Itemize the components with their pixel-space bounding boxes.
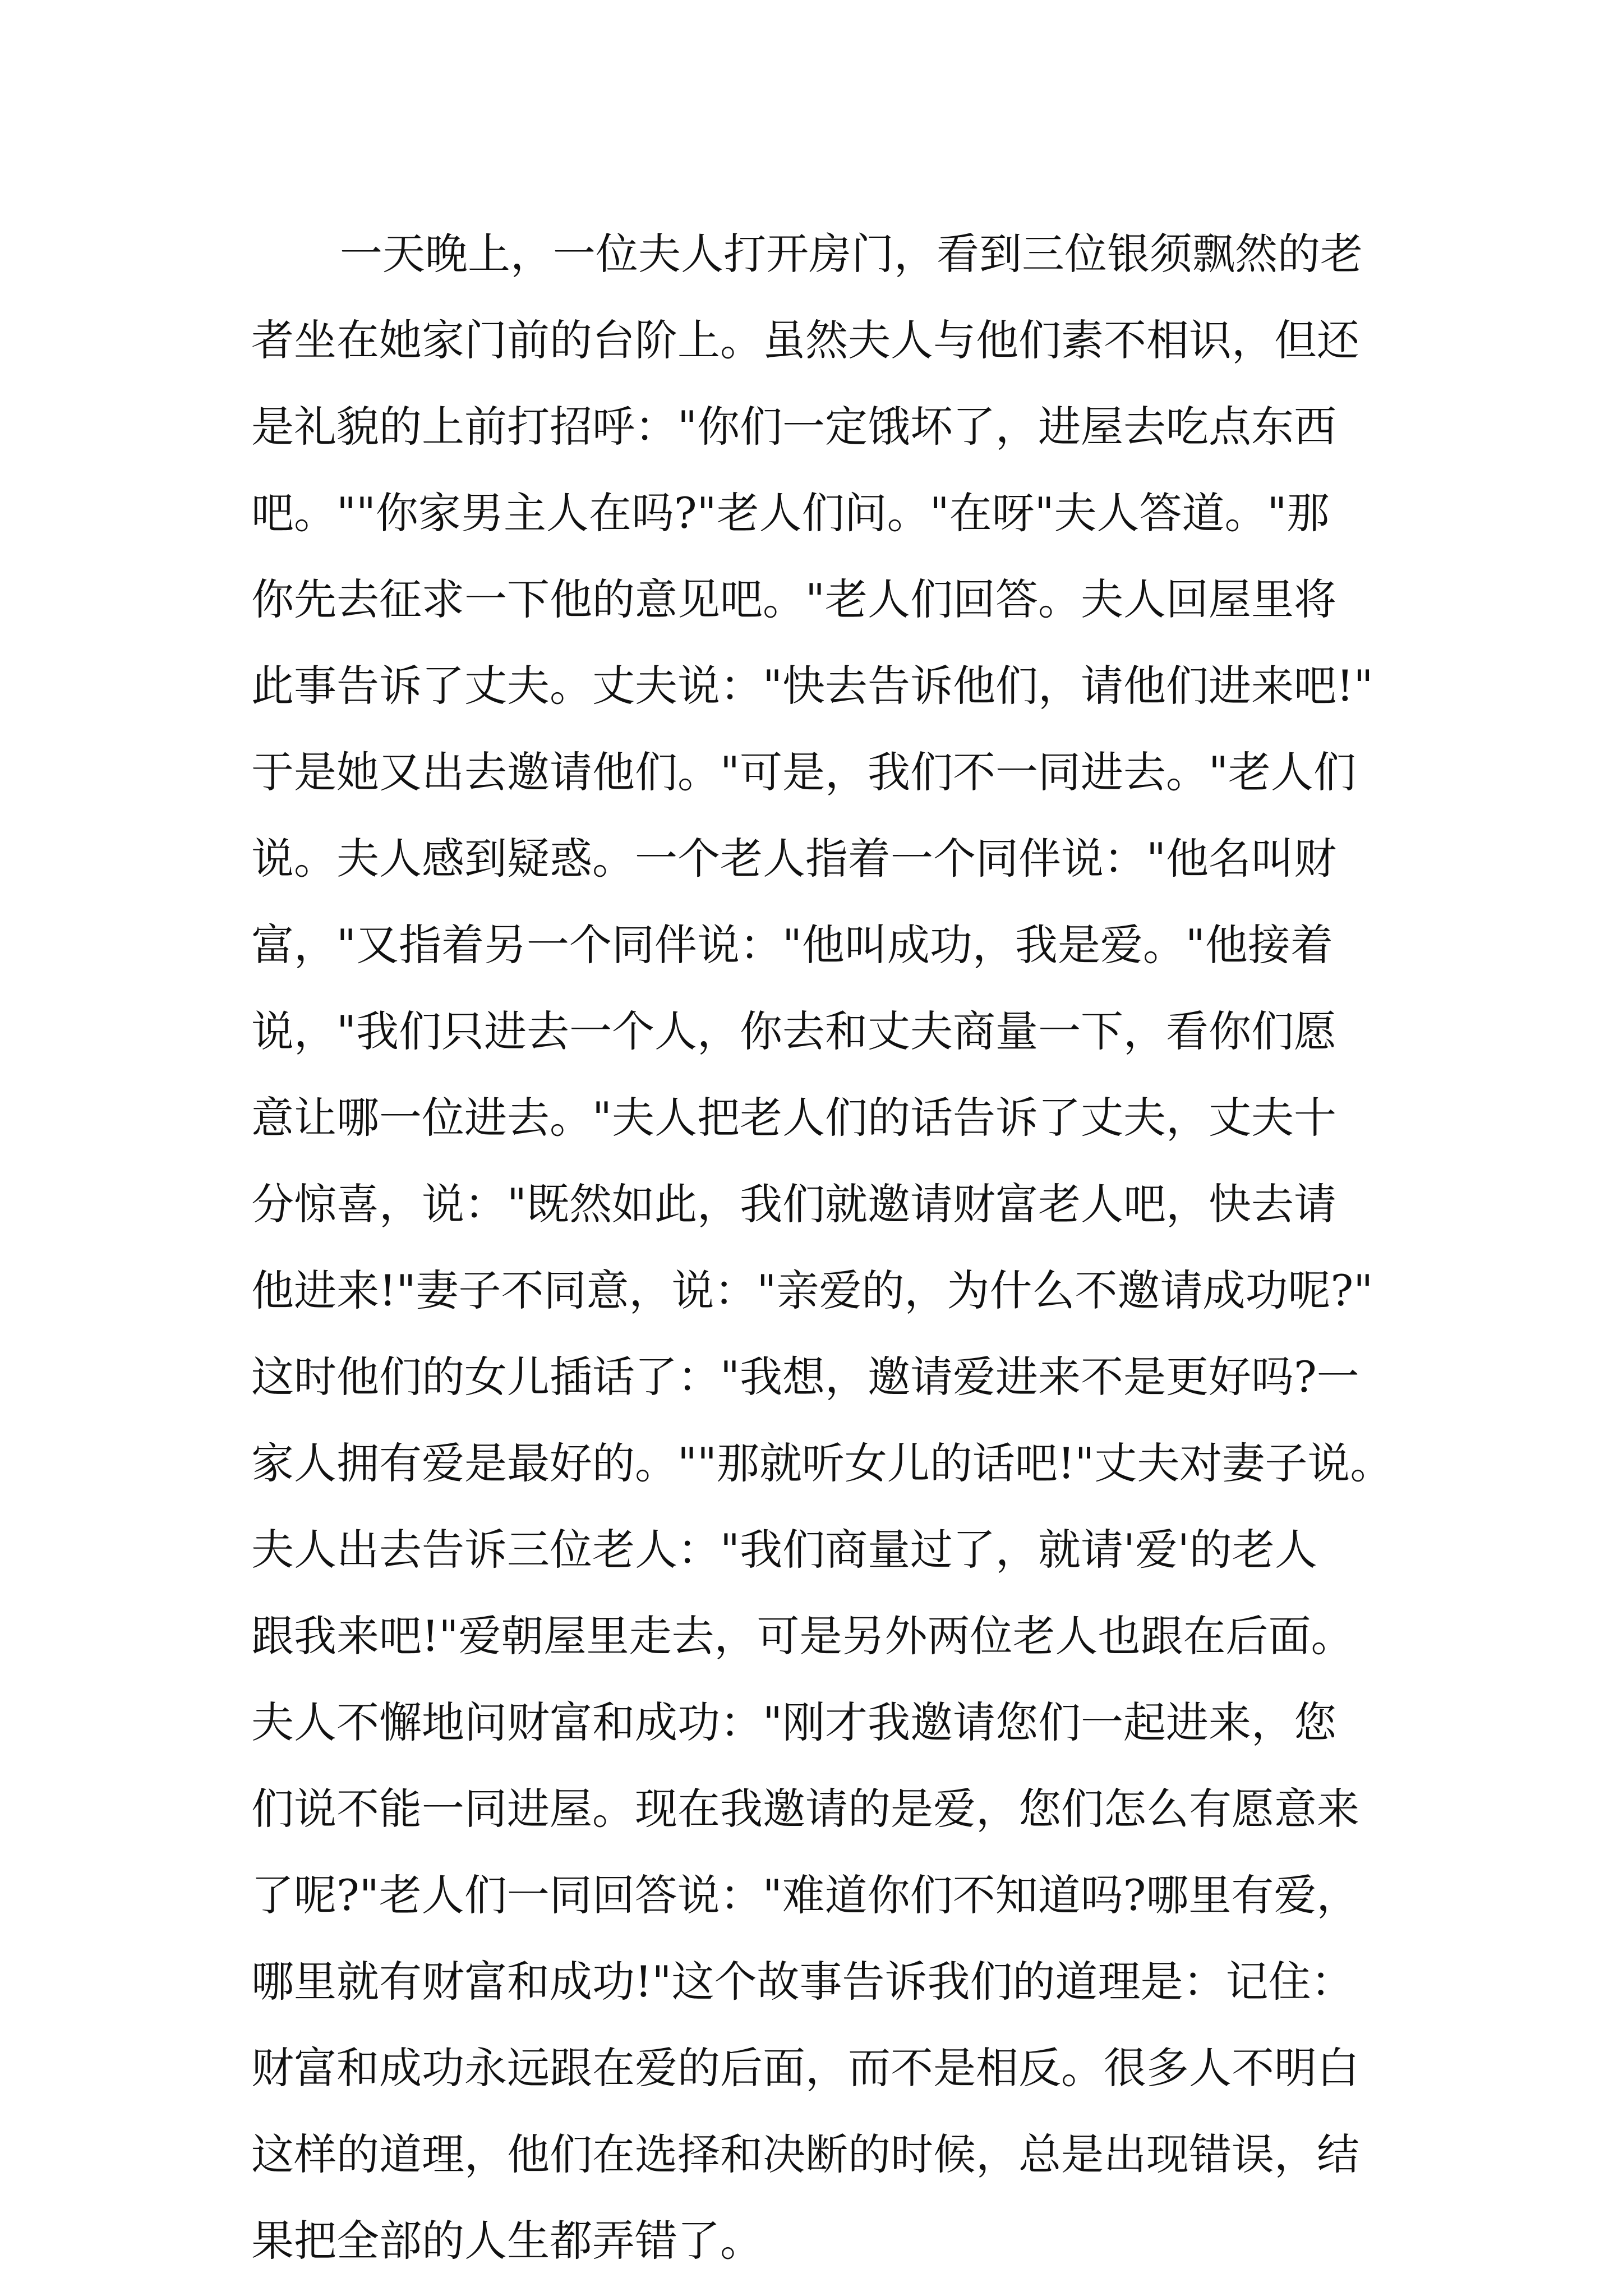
paragraph-line: 是礼貌的上前打招呼："你们一定饿坏了，进屋去吃点东西 — [251, 402, 1336, 452]
paragraph-line: 了呢?"老人们一同回答说："难道你们不知道吗?哪里有爱， — [251, 1870, 1359, 1920]
paragraph-line: 这时他们的女儿插话了："我想，邀请爱进来不是更好吗?一 — [251, 1352, 1359, 1402]
paragraph-line: 此事告诉了丈夫。丈夫说："快去告诉他们，请他们进来吧!" — [251, 661, 1373, 711]
paragraph-line: 一天晚上，一位夫人打开房门，看到三位银须飘然的老 — [340, 229, 1363, 279]
paragraph-line: 哪里就有财富和成功!"这个故事告诉我们的道理是：记住： — [251, 1957, 1354, 2007]
paragraph-line: 于是她又出去邀请他们。"可是，我们不一同进去。"老人们 — [251, 747, 1356, 797]
paragraph-line: 你先去征求一下他的意见吧。"老人们回答。夫人回屋里将 — [251, 574, 1336, 624]
paragraph-line: 果把全部的人生都弄错了。 — [251, 2216, 763, 2266]
story-paragraph — [251, 211, 1429, 2284]
paragraph-line: 财富和成功永远跟在爱的后面，而不是相反。很多人不明白 — [251, 2043, 1359, 2093]
paragraph-line: 夫人不懈地问财富和成功："刚才我邀请您们一起进来，您 — [251, 1697, 1336, 1747]
paragraph-line: 分惊喜，说："既然如此，我们就邀请财富老人吧，快去请 — [251, 1179, 1336, 1229]
paragraph-line: 说。夫人感到疑惑。一个老人指着一个同伴说："他名叫财 — [251, 834, 1336, 884]
paragraph-line: 夫人出去告诉三位老人："我们商量过了，就请'爱'的老人 — [251, 1525, 1317, 1575]
paragraph-line: 们说不能一同进屋。现在我邀请的是爱，您们怎么有愿意来 — [251, 1784, 1359, 1834]
paragraph-line: 说，"我们只进去一个人，你去和丈夫商量一下，看你们愿 — [251, 1006, 1336, 1056]
paragraph-line: 这样的道理，他们在选择和决断的时候，总是出现错误，结 — [251, 2129, 1359, 2179]
paragraph-line: 吧。""你家男主人在吗?"老人们问。"在呀"夫人答道。"那 — [251, 488, 1330, 538]
paragraph-line: 者坐在她家门前的台阶上。虽然夫人与他们素不相识，但还 — [251, 315, 1359, 365]
paragraph-line: 他进来!"妻子不同意，说："亲爱的，为什么不邀请成功呢?" — [251, 1266, 1373, 1315]
paragraph-line: 跟我来吧!"爱朝屋里走去，可是另外两位老人也跟在后面。 — [251, 1611, 1354, 1661]
paragraph-line: 意让哪一位进去。"夫人把老人们的话告诉了丈夫，丈夫十 — [251, 1093, 1336, 1143]
paragraph-line: 家人拥有爱是最好的。""那就听女儿的话吧!"丈夫对妻子说。 — [251, 1438, 1393, 1488]
paragraph-line: 富，"又指着另一个同伴说："他叫成功，我是爱。"他接着 — [251, 920, 1333, 970]
